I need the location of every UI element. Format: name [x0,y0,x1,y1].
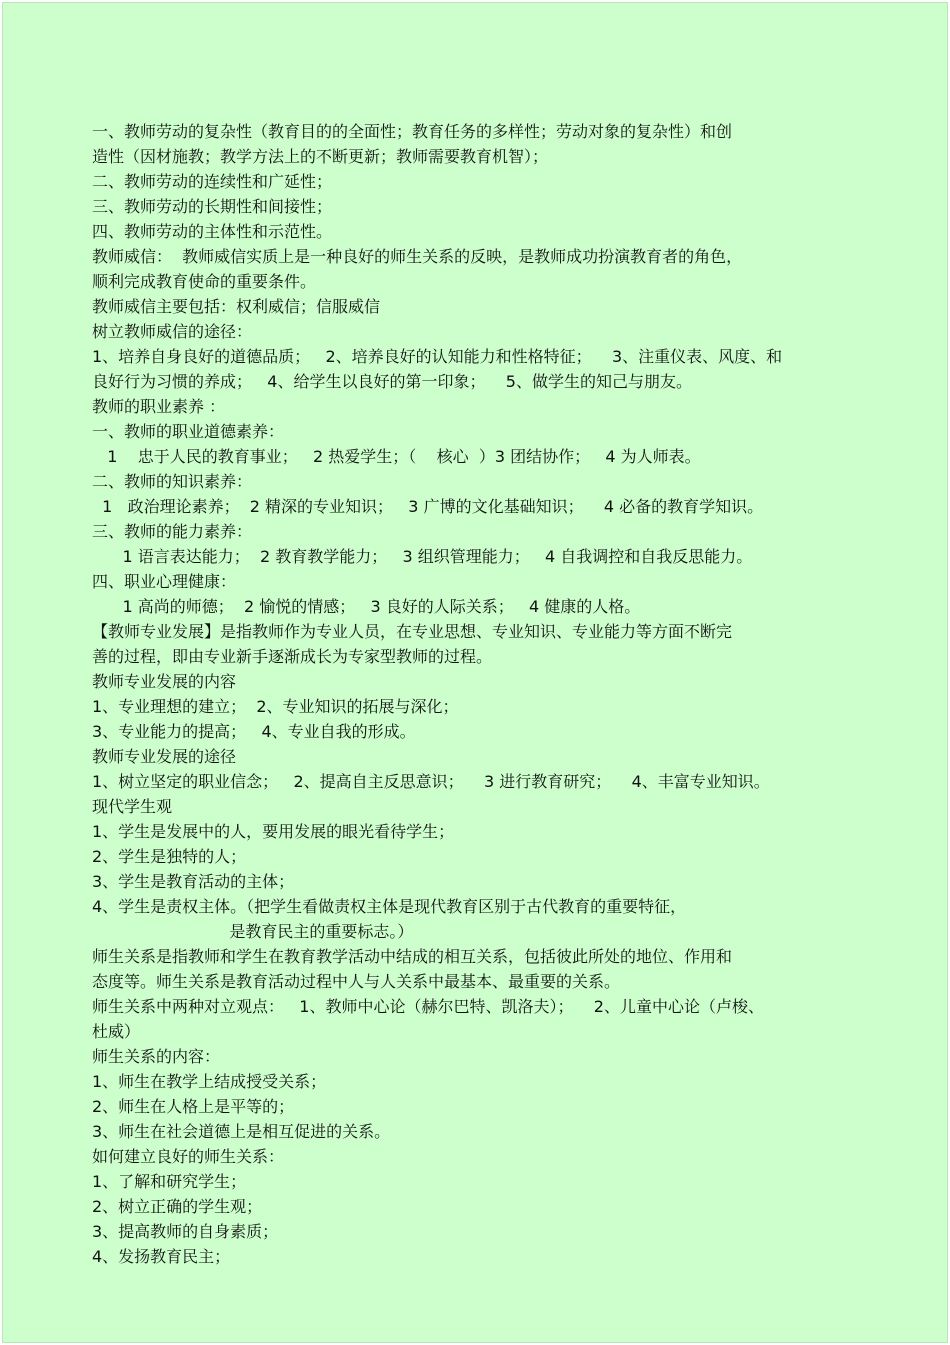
text-line: 二、教师的知识素养： [92,472,253,491]
text-line: 教师威信主要包括：权利威信；信服威信 [92,297,381,316]
text-line: 2、学生是独特的人； [92,847,247,866]
text-line: 师生关系是指教师和学生在教育教学活动中结成的相互关系，包括彼此所处的地位、作用和 [92,947,733,966]
text-line: 1、了解和研究学生； [92,1172,247,1191]
text-line: 4、发扬教育民主； [92,1247,231,1266]
text-line: 4、学生是责权主体。（把学生看做责权主体是现代教育区别于古代教育的重要特征， [92,897,687,916]
text-line: 现代学生观 [92,797,173,816]
text-line: 四、教师劳动的主体性和示范性。 [92,222,333,241]
text-line: 善的过程，即由专业新手逐渐成长为专家型教师的过程。 [92,647,493,666]
text-line: 树立教师威信的途径： [92,322,253,341]
text-line: 一、教师劳动的复杂性（教育目的的全面性；教育任务的多样性；劳动对象的复杂性）和创 [92,122,733,141]
text-line: 【教师专业发展】是指教师作为专业人员，在专业思想、专业知识、专业能力等方面不断完 [92,622,733,641]
text-line: 1、学生是发展中的人，要用发展的眼光看待学生； [92,822,455,841]
text-line: 师生关系的内容： [92,1047,221,1066]
text-line: 一、教师的职业道德素养： [92,422,285,441]
text-line: 1 政治理论素养； 2 精深的专业知识； 3 广博的文化基础知识； 4 必备的教育学知识。 [92,497,764,516]
document-page [2,2,948,1343]
text-line: 杜威） [92,1022,141,1041]
text-line: 2、树立正确的学生观； [92,1197,263,1216]
text-line: 3、提高教师的自身素质； [92,1222,279,1241]
text-line: 是教育民主的重要标志。） [92,922,414,941]
text-line: 3、专业能力的提高； 4、专业自我的形成。 [92,722,416,741]
text-line: 1、师生在教学上结成授受关系； [92,1072,327,1091]
text-line: 1、培养自身良好的道德品质； 2、培养良好的认知能力和性格特征； 3、注重仪表、风度、和 [92,347,783,366]
text-line: 三、教师的能力素养： [92,522,253,541]
text-line: 教师的职业素养 ： [92,397,226,416]
text-line: 态度等。师生关系是教育活动过程中人与人关系中最基本、最重要的关系。 [92,972,621,991]
text-line: 师生关系中两种对立观点： 1、教师中心论（赫尔巴特、凯洛夫）； 2、儿童中心论（卢梭、 [92,997,764,1016]
text-line: 教师专业发展的内容 [92,672,237,691]
text-line: 1 语言表达能力； 2 教育教学能力； 3 组织管理能力； 4 自我调控和自我反思能力。 [92,547,753,566]
text-line: 1 忠于人民的教育事业； 2 热爱学生；（ 核心 ）3 团结协作； 4 为人师表。 [92,447,701,466]
text-line: 教师专业发展的途径 [92,747,237,766]
text-line: 3、学生是教育活动的主体； [92,872,295,891]
text-line: 教师威信： 教师威信实质上是一种良好的师生关系的反映，是教师成功扮演教育者的角色， [92,247,743,266]
document-text [92,119,872,1269]
text-line: 三、教师劳动的长期性和间接性； [92,197,333,216]
text-line: 造性（因材施教；教学方法上的不断更新；教师需要教育机智）； [92,147,549,166]
text-line: 1、树立坚定的职业信念； 2、提高自主反思意识； 3 进行教育研究； 4、丰富专业知识。 [92,772,770,791]
text-line: 1 高尚的师德； 2 愉悦的情感； 3 良好的人际关系； 4 健康的人格。 [92,597,641,616]
text-line: 二、教师劳动的连续性和广延性； [92,172,333,191]
text-line: 良好行为习惯的养成； 4、给学生以良好的第一印象； 5、做学生的知己与朋友。 [92,372,692,391]
text-line: 1、专业理想的建立； 2、专业知识的拓展与深化； [92,697,459,716]
text-line: 如何建立良好的师生关系： [92,1147,285,1166]
text-line: 2、师生在人格上是平等的； [92,1097,295,1116]
text-line: 3、师生在社会道德上是相互促进的关系。 [92,1122,391,1141]
text-line: 四、职业心理健康： [92,572,237,591]
text-line: 顺利完成教育使命的重要条件。 [92,272,317,291]
